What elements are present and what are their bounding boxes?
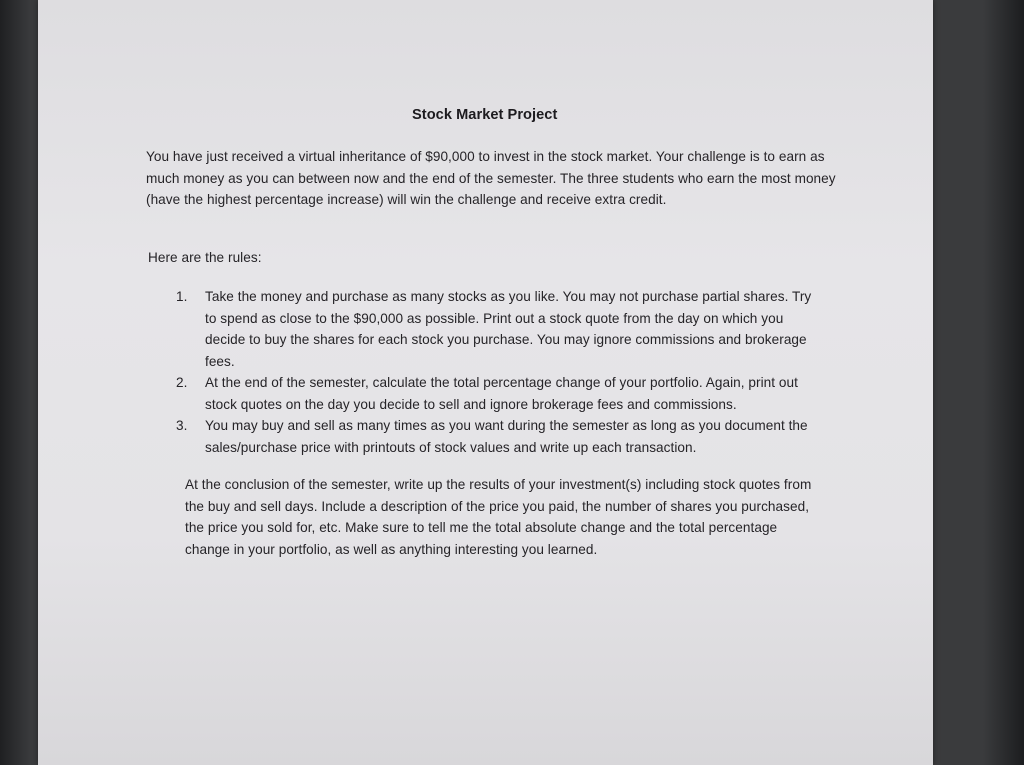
rule-number: 2.: [176, 375, 188, 390]
rule-item-2: [176, 372, 826, 415]
rules-list: [176, 286, 826, 458]
conclusion-paragraph: At the conclusion of the semester, write up the results of your investment(s) including stock quotes from the buy and sell days. Include a description of the price you paid, the number of shares you purchased, the price you sold for, etc. Make sure to tell me the total absolute change and the total percentage change in your portfolio, as well as anything interesting you learned.: [185, 477, 812, 557]
rule-text: Take the money and purchase as many stocks as you like. You may not purchase partial shares. Try to spend as close to the $90,000 as possible. Print out a stock quote from the day on which you decide to buy the shares for each stock you purchase. You may ignore commissions and brokerage fees.: [205, 289, 812, 369]
rules-heading: Here are the rules:: [148, 250, 262, 265]
intro-paragraph: You have just received a virtual inheritance of $90,000 to invest in the stock market. Your challenge is to earn as much money as you can between now and the end of the semester. The three students who earn the most money (have the highest percentage increase) will win the challenge and receive extra credit.: [146, 149, 836, 207]
document-title: Stock Market Project: [412, 107, 558, 123]
rule-text: You may buy and sell as many times as you want during the semester as long as you document the sales/purchase price with printouts of stock values and write up each transaction.: [205, 418, 808, 455]
rule-number: 3.: [176, 418, 188, 433]
rule-item-3: [176, 415, 826, 458]
rule-text: At the end of the semester, calculate the total percentage change of your portfolio. Again, print out stock quotes on the day you decide to sell and ignore brokerage fees and commissions.: [205, 375, 798, 412]
document-page: [38, 0, 933, 765]
rule-number: 1.: [176, 289, 188, 304]
rule-item-1: [176, 286, 826, 372]
